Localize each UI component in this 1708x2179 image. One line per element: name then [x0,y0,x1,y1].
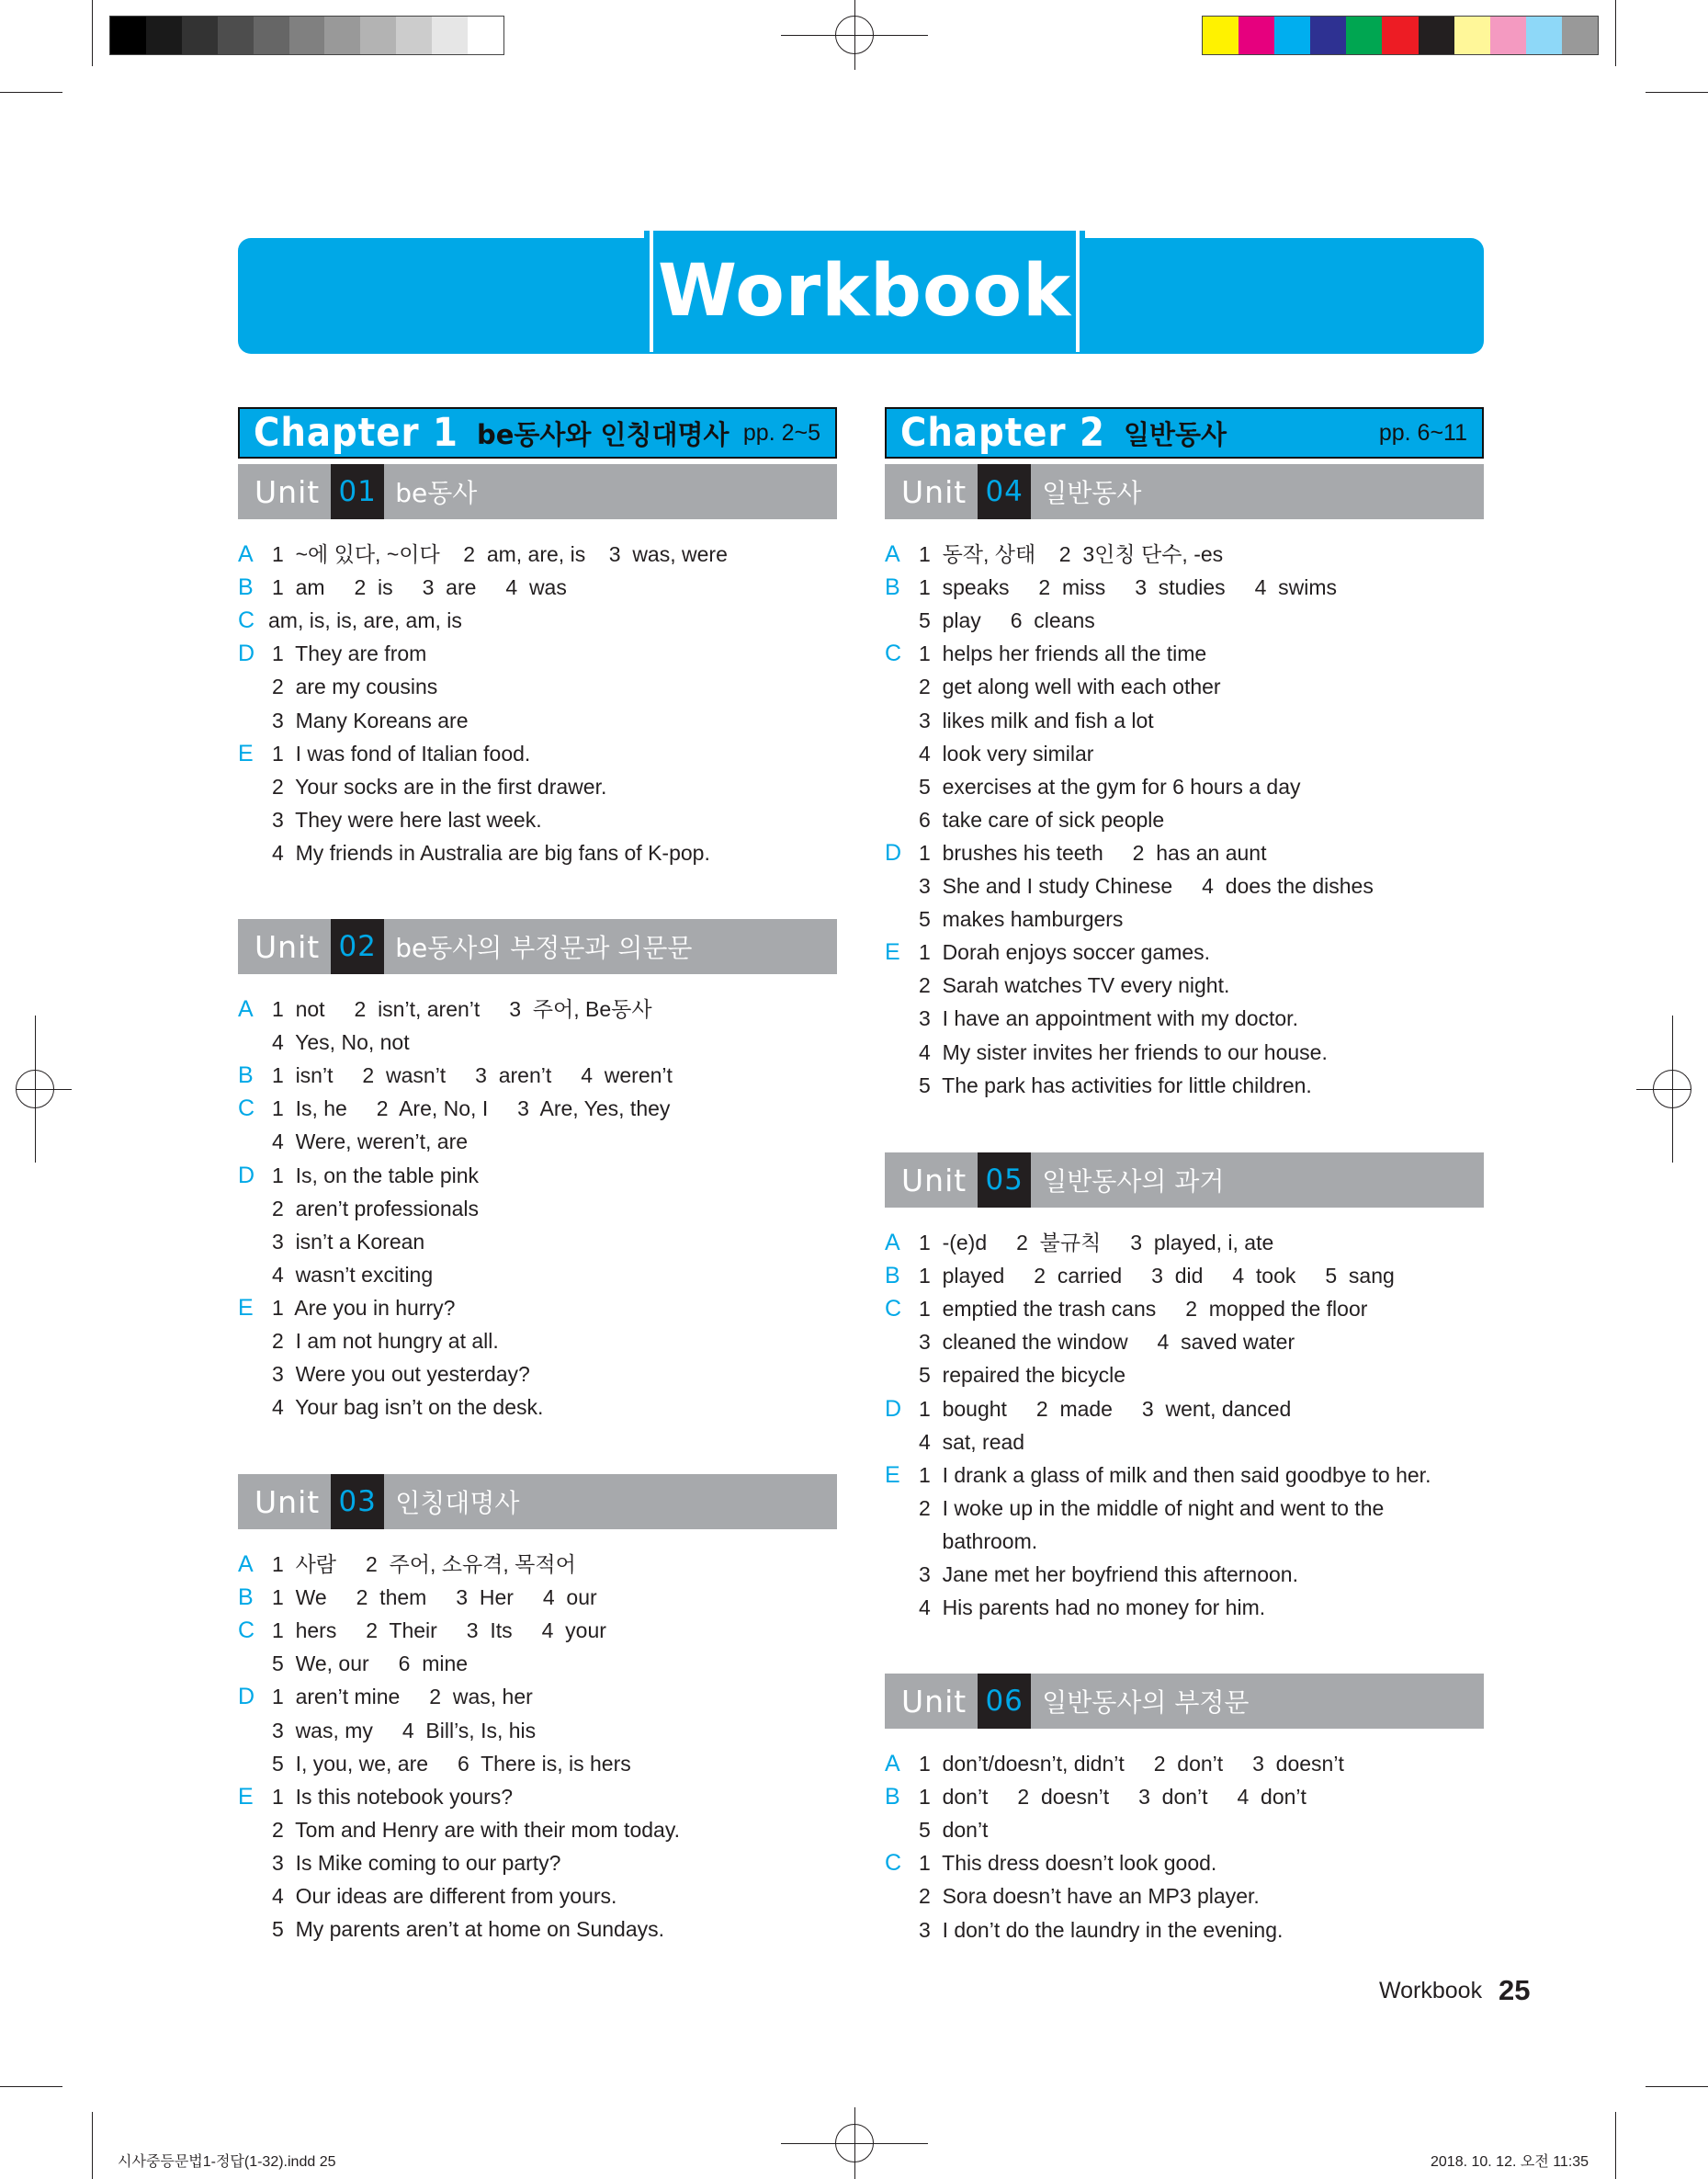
color-swatch [1239,17,1274,54]
answer-text: 5 play 6 cleans [919,608,1095,633]
answer-row [885,1358,1484,1391]
answer-text: 1 helps her friends all the time [919,641,1207,666]
crop-mark [92,2112,93,2179]
section-letter: C [238,607,255,634]
section-letter: C [885,1850,902,1877]
answer-row [238,1548,837,1581]
answer-row [238,1714,837,1747]
answer-row [238,1912,837,1946]
answer-row [885,538,1484,571]
register-mark [835,2124,874,2162]
unit-label: Unit [901,473,967,510]
unit-label: Unit [901,1162,967,1198]
section-letter: A [885,1751,900,1776]
color-swatch [1310,17,1346,54]
answer-text: 2 I woke up in the middle of night and went to the [919,1495,1385,1520]
answer-row [885,936,1484,969]
unit-header [238,464,837,519]
section-letter: C [885,641,902,667]
unit-header [885,1152,1484,1208]
answer-row [238,1813,837,1846]
crop-mark [1615,0,1616,66]
answer-row [238,1879,837,1912]
register-mark [1653,1070,1691,1108]
color-swatch [432,17,468,54]
answer-row [238,1680,837,1713]
chapter-title: 일반동사 [1123,418,1227,450]
answer-row [238,1390,837,1424]
answer-text: 2 Tom and Henry are with their mom today. [272,1817,681,1842]
section-letter: A [885,541,900,567]
color-swatch [1419,17,1454,54]
section-letter: B [238,1062,254,1089]
answer-row [238,637,837,670]
answer-text: 3 Were you out yesterday? [272,1362,530,1387]
crop-mark [1615,2112,1616,2179]
answer-text: 1 played 2 carried 3 did 4 took 5 sang [919,1264,1395,1288]
answer-text: 5 I, you, we, are 6 There is, is hers [272,1751,631,1776]
answer-row [885,836,1484,869]
answer-text: 1 We 2 them 3 Her 4 our [272,1585,597,1610]
color-swatch [1526,17,1562,54]
answer-row [238,1581,837,1614]
answer-text: 6 take care of sick people [919,807,1165,832]
unit-title: 인칭대명사 [395,1488,520,1518]
section-letter: D [885,839,902,866]
answer-text: 2 Sora doesn’t have an MP3 player. [919,1884,1260,1909]
answer-row [885,1492,1484,1525]
unit-label: Unit [255,928,321,965]
unit-header [238,919,837,974]
answer-text: 2 are my cousins [272,675,438,699]
unit-label: Unit [255,1483,321,1520]
chapter-pages: pp. 6~11 [1378,419,1467,446]
answer-row [885,604,1484,637]
answer-text: 4 sat, read [919,1429,1025,1454]
answer-row [885,1458,1484,1492]
answer-row [885,869,1484,902]
color-swatch [468,17,503,54]
answer-row [885,1036,1484,1069]
gray-color-bar [109,16,504,55]
answer-row [238,1092,837,1125]
section-letter: B [885,574,900,601]
answer-row [238,836,837,869]
answer-text: 1 They are from [272,641,427,666]
color-swatch [289,17,325,54]
section-letter: B [885,1784,900,1810]
answer-row [238,1747,837,1780]
answer-text: 1 사람 2 주어, 소유격, 목적어 [272,1552,576,1576]
answer-row [885,1813,1484,1846]
chapter-number: Chapter 2 [900,410,1105,456]
color-swatch [1203,17,1239,54]
answer-text: 1 don’t 2 doesn’t 3 don’t 4 don’t [919,1785,1306,1810]
chapter-header [885,407,1484,459]
chapter-title: be동사와 인칭대명사 [476,418,730,450]
section-letter: D [238,641,255,667]
answer-text: 1 -(e)d 2 불규칙 3 played, i, ate [919,1231,1274,1254]
section-letter: D [885,1395,902,1422]
answer-text: 1 emptied the trash cans 2 mopped the floor [919,1297,1368,1322]
section-letter: A [238,996,254,1022]
answer-row [885,1292,1484,1325]
answer-text: 1 speaks 2 miss 3 studies 4 swims [919,575,1338,600]
answer-text: 4 look very similar [919,741,1094,766]
answer-text: 1 Dorah enjoys soccer games. [919,940,1211,965]
section-letter: D [238,1162,255,1188]
answer-text: 3 Many Koreans are [272,708,469,732]
answer-row [238,1026,837,1059]
answer-row [238,1291,837,1324]
answer-row [238,1324,837,1357]
unit-number: 06 [978,1674,1031,1729]
answer-text: 4 Were, weren’t, are [272,1129,469,1154]
answer-text: 4 My sister invites her friends to our house. [919,1039,1328,1064]
unit-number: 04 [978,464,1031,519]
answer-row [885,1259,1484,1292]
answer-row [238,1614,837,1647]
answer-row [238,1225,837,1258]
answer-text: 2 Sarah watches TV every night. [919,973,1230,998]
answer-text: 5 don’t [919,1818,989,1843]
answer-text: 1 brushes his teeth 2 has an aunt [919,840,1267,865]
register-mark [16,1070,54,1108]
section-letter: E [238,1783,254,1810]
color-swatch [110,17,146,54]
answer-row [885,969,1484,1002]
answer-text: 3 She and I study Chinese 4 does the dishes [919,874,1374,898]
crop-mark [1646,2086,1708,2087]
answer-text: 1 Is, on the table pink [272,1163,480,1187]
chapter-header [238,407,837,459]
answer-text: 1 ~에 있다, ~이다 2 am, are, is 3 was, were [272,542,728,566]
color-swatch [324,17,360,54]
unit-number: 05 [978,1152,1031,1208]
unit-label: Unit [255,473,321,510]
title-box [650,231,1080,352]
answer-row [885,902,1484,936]
answer-text: 5 My parents aren’t at home on Sundays. [272,1917,665,1942]
answer-row [885,1226,1484,1259]
answer-row [885,571,1484,604]
answer-text: 4 wasn’t exciting [272,1262,434,1287]
section-letter: E [885,939,900,966]
register-mark [835,16,874,54]
answer-row [885,1325,1484,1358]
answer-text: 1 don’t/doesn’t, didn’t 2 don’t 3 doesn’t [919,1752,1344,1776]
answer-row [885,704,1484,737]
answer-text: 5 makes hamburgers [919,907,1124,932]
answer-text: 1 not 2 isn’t, aren’t 3 주어, Be동사 [272,997,652,1021]
answer-row [238,1125,837,1158]
color-swatch [146,17,182,54]
answer-text: 1 I drank a glass of milk and then said goodbye to her. [919,1462,1431,1487]
crop-mark [92,0,93,66]
answer-text: am, is, is, are, am, is [268,608,462,633]
color-swatch [1454,17,1490,54]
answer-text: 1 I was fond of Italian food. [272,741,531,766]
answer-text: 1 Are you in hurry? [272,1295,456,1320]
answer-row [885,1913,1484,1946]
answer-row [885,803,1484,836]
chapter-pages: pp. 2~5 [742,419,820,446]
answer-row [238,571,837,604]
answer-text: 4 His parents had no money for him. [919,1595,1266,1620]
answer-text: 1 hers 2 Their 3 Its 4 your [272,1618,606,1643]
answer-text: 1 am 2 is 3 are 4 was [272,575,567,600]
answer-row [238,604,837,637]
answer-text: 2 aren’t professionals [272,1196,480,1220]
section-letter: A [238,1551,254,1577]
answer-text: 3 They were here last week. [272,807,542,832]
section-letter: B [238,574,254,601]
section-letter: A [885,1230,900,1255]
section-letter: C [238,1095,255,1122]
answer-text: 5 exercises at the gym for 6 hours a day [919,774,1301,799]
answer-text: 1 동작, 상태 2 3인칭 단수, -es [919,542,1224,566]
answer-text: 4 Your bag isn’t on the desk. [272,1395,544,1420]
answer-text: 3 isn’t a Korean [272,1229,425,1254]
crop-mark [0,92,62,93]
unit-header [885,464,1484,519]
color-swatch [1382,17,1418,54]
answer-row [238,770,837,803]
answer-row [238,704,837,737]
answer-row [885,1002,1484,1035]
answer-row [885,1558,1484,1591]
answer-text: 1 Is, he 2 Are, No, I 3 Are, Yes, they [272,1096,671,1121]
answer-row [238,1357,837,1390]
answer-text: 5 The park has activities for little children. [919,1072,1312,1097]
unit-number: 02 [331,919,384,974]
answer-text: 4 My friends in Australia are big fans of K-pop. [272,840,710,865]
color-swatch [360,17,396,54]
section-letter: B [238,1584,254,1611]
answer-row [238,1780,837,1813]
answer-row [238,1192,837,1225]
color-swatch [1346,17,1382,54]
color-swatch [1490,17,1526,54]
color-swatch [1274,17,1310,54]
unit-number: 01 [331,464,384,519]
color-swatch [254,17,289,54]
answer-text: 3 was, my 4 Bill’s, Is, his [272,1718,537,1742]
answer-text: 1 Is this notebook yours? [272,1784,514,1809]
answer-text: 4 Our ideas are different from yours. [272,1884,617,1908]
answer-text: 5 repaired the bicycle [919,1363,1126,1388]
answer-row [885,670,1484,703]
section-letter: C [885,1296,902,1322]
answer-text: 3 Jane met her boyfriend this afternoon. [919,1562,1298,1586]
section-letter: E [885,1461,900,1488]
answer-row [885,1846,1484,1879]
section-letter: D [238,1684,255,1710]
answer-text: 3 likes milk and fish a lot [919,708,1154,732]
page-number: 25 [1499,1974,1531,2006]
answer-row [885,1525,1484,1558]
answer-row [238,1159,837,1192]
answer-row [885,770,1484,803]
unit-header [885,1674,1484,1729]
answer-row [238,993,837,1026]
unit-number: 03 [331,1474,384,1529]
answer-row [885,737,1484,770]
answer-row [238,803,837,836]
answer-row [238,670,837,703]
color-swatch [396,17,432,54]
color-swatch [1562,17,1598,54]
answer-row [885,637,1484,670]
section-letter: A [238,541,254,567]
answer-text: 5 We, our 6 mine [272,1651,469,1676]
answer-row [238,1258,837,1291]
answer-text: 1 This dress doesn’t look good. [919,1851,1217,1876]
answer-text: 3 Is Mike coming to our party? [272,1850,561,1875]
unit-title: 일반동사의 과거 [1042,1166,1225,1197]
answer-text: bathroom. [919,1528,1038,1553]
answer-row [885,1069,1484,1102]
answer-row [885,1879,1484,1912]
unit-title: be동사의 부정문과 의문문 [395,933,693,963]
answer-text: 3 cleaned the window 4 saved water [919,1330,1295,1355]
answer-row [885,1591,1484,1624]
color-swatch [182,17,218,54]
slug-filename: 시사중등문법1-정답(1-32).indd 25 [118,2154,336,2170]
unit-title: 일반동사 [1042,478,1142,508]
answer-row [238,737,837,770]
answer-row [885,1780,1484,1813]
unit-label: Unit [901,1683,967,1719]
color-swatch [218,17,254,54]
answer-text: 1 bought 2 made 3 went, danced [919,1396,1292,1421]
unit-header [238,1474,837,1529]
section-letter: C [238,1617,255,1644]
unit-title: 일반동사의 부정문 [1042,1687,1250,1718]
answer-text: 2 I am not hungry at all. [272,1329,499,1353]
answer-text: 1 aren’t mine 2 was, her [272,1685,533,1709]
footer-label: Workbook [1379,1978,1483,2003]
answer-row [885,1747,1484,1780]
answer-row [238,1846,837,1879]
answer-text: 4 Yes, No, not [272,1030,410,1055]
answer-row [885,1425,1484,1458]
chapter-number: Chapter 1 [254,410,458,456]
page-title: Workbook [657,250,1072,333]
process-color-bar [1202,16,1599,55]
slug-date: 2018. 10. 12. 오전 11:35 [1431,2154,1589,2170]
crop-mark [1646,92,1708,93]
answer-row [238,538,837,571]
answer-row [238,1647,837,1680]
unit-title: be동사 [395,478,478,508]
section-letter: B [885,1263,900,1289]
answer-text: 3 I have an appointment with my doctor. [919,1006,1298,1031]
answer-row [885,1392,1484,1425]
section-letter: E [238,1294,254,1321]
answer-text: 1 isn’t 2 wasn’t 3 aren’t 4 weren’t [272,1063,673,1088]
section-letter: E [238,740,254,766]
crop-mark [0,2086,62,2087]
answer-text: 2 Your socks are in the first drawer. [272,774,607,799]
answer-text: 2 get along well with each other [919,675,1221,699]
answer-row [238,1059,837,1092]
answer-text: 3 I don’t do the laundry in the evening. [919,1917,1284,1942]
